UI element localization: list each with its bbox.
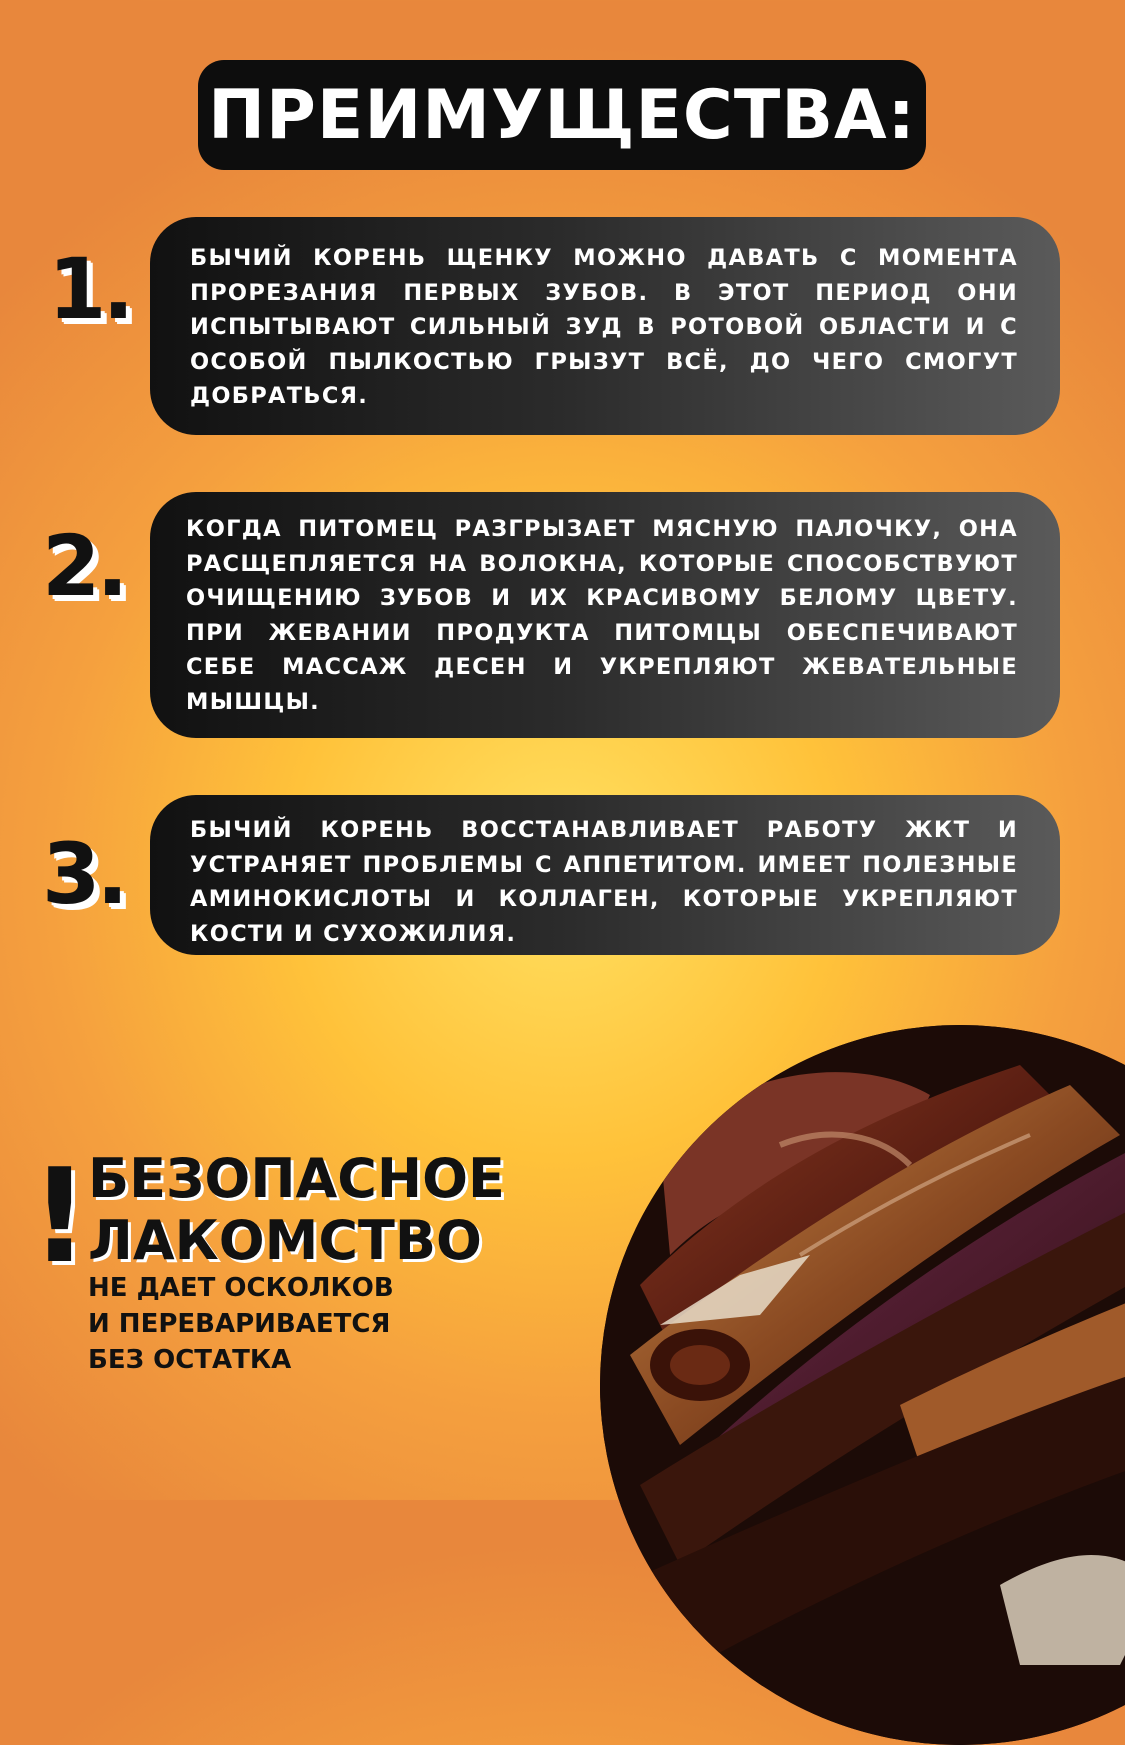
title-banner xyxy=(198,60,926,170)
advantage-number-3: 3. xyxy=(42,825,125,923)
safe-sub-line-2: И ПЕРЕВАРИВАЕТСЯ xyxy=(88,1309,391,1339)
advantage-card-1 xyxy=(150,217,1060,435)
safe-sub-line-1: НЕ ДАЕТ ОСКОЛКОВ xyxy=(88,1273,394,1303)
food-photo xyxy=(600,1025,1125,1745)
bull-pizzle-sticks-illustration xyxy=(600,1025,1125,1745)
safe-sub-line-3: БЕЗ ОСТАТКА xyxy=(88,1345,292,1375)
advantage-card-3 xyxy=(150,795,1060,955)
advantage-number-2: 2. xyxy=(42,517,125,615)
safe-treat-subtitle xyxy=(88,1270,394,1378)
exclamation-icon: ! xyxy=(30,1140,90,1292)
page-title: ПРЕИМУЩЕСТВА: xyxy=(208,75,916,155)
safe-title-line-2: ЛАКОМСТВО xyxy=(88,1209,482,1272)
advantage-text-3: БЫЧИЙ КОРЕНЬ ВОССТАНАВЛИВАЕТ РАБОТУ ЖКТ И УСТРАНЯЕТ ПРОБЛЕМЫ С АППЕТИТОМ. ИМЕЕТ ПОЛЕЗНЫЕ АМИНОКИСЛОТЫ И КОЛЛАГЕН, КОТОРЫЕ УКРЕПЛЯЮТ КОСТИ И СУХОЖИЛИЯ. xyxy=(190,817,1018,947)
advantage-text-2: КОГДА ПИТОМЕЦ РАЗГРЫЗАЕТ МЯСНУЮ ПАЛОЧКУ, ОНА РАСЩЕПЛЯЕТСЯ НА ВОЛОКНА, КОТОРЫЕ СПОСОБСТВУЮТ ОЧИЩЕНИЮ ЗУБОВ И ИХ КРАСИВОМУ БЕЛОМУ ЦВЕТУ. ПРИ ЖЕВАНИИ ПРОДУКТА ПИТОМЦЫ ОБЕСПЕЧИВАЮТ СЕБЕ МАССАЖ ДЕСЕН И УКРЕПЛЯЮТ ЖЕВАТЕЛЬНЫЕ МЫШЦЫ. xyxy=(186,516,1018,715)
advantage-number-1: 1. xyxy=(48,240,131,338)
safe-title-line-1: БЕЗОПАСНОЕ xyxy=(88,1147,505,1210)
advantage-card-2 xyxy=(150,492,1060,738)
safe-treat-title xyxy=(88,1148,505,1272)
advantage-text-1: БЫЧИЙ КОРЕНЬ ЩЕНКУ МОЖНО ДАВАТЬ С МОМЕНТА ПРОРЕЗАНИЯ ПЕРВЫХ ЗУБОВ. В ЭТОТ ПЕРИОД ОНИ ИСПЫТЫВАЮТ СИЛЬНЫЙ ЗУД В РОТОВОЙ ОБЛАСТИ И С ОСОБОЙ ПЫЛКОСТЬЮ ГРЫЗУТ ВСЁ, ДО ЧЕГО СМОГУТ ДОБРАТЬСЯ. xyxy=(190,245,1018,409)
